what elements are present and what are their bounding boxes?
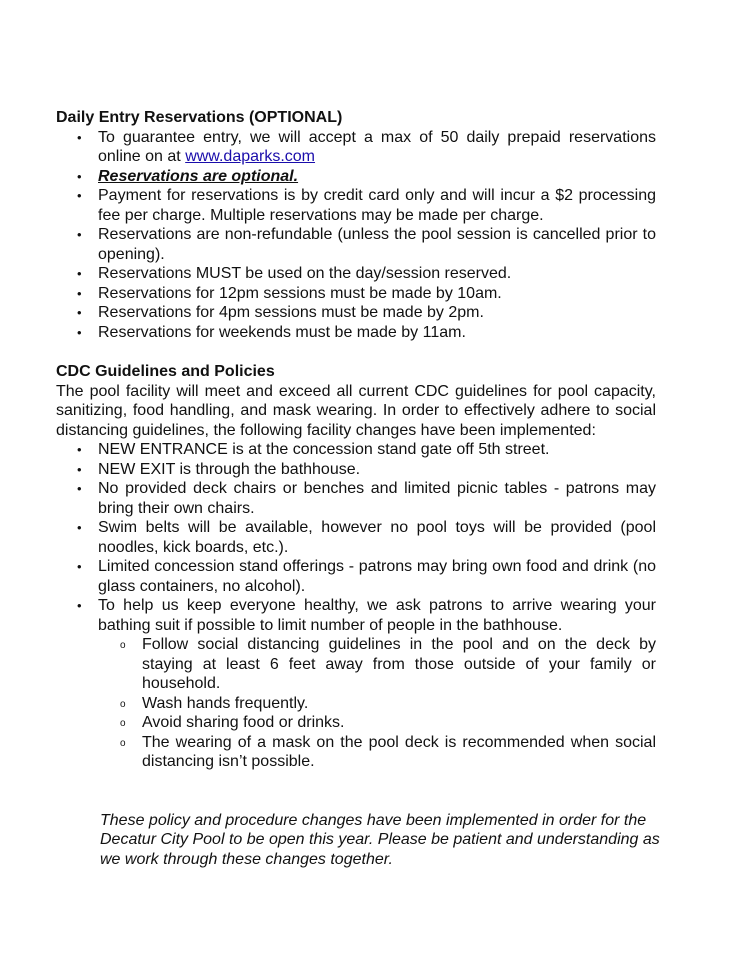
list-item: • Limited concession stand offerings - patrons may bring own food and drink (no glass containers, no alcohol). bbox=[98, 557, 656, 596]
list-item bbox=[98, 167, 656, 187]
list-item bbox=[98, 128, 656, 167]
cdc-list bbox=[56, 440, 656, 772]
list-item-text: To guarantee entry, we will accept a max of 50 daily prepaid reservations online on at bbox=[98, 128, 656, 165]
list-item: • No provided deck chairs or benches and limited picnic tables - patrons may bring their own chairs. bbox=[98, 479, 656, 518]
list-item: • NEW EXIT is through the bathhouse. bbox=[98, 460, 656, 480]
sub-list-item: o Wash hands frequently. bbox=[142, 694, 656, 714]
cdc-section bbox=[56, 362, 656, 772]
sub-list-item: o Avoid sharing food or drinks. bbox=[142, 713, 656, 733]
list-item: • Reservations MUST be used on the day/session reserved. bbox=[98, 264, 656, 284]
reservations-heading: Daily Entry Reservations (OPTIONAL) bbox=[56, 109, 343, 126]
document-page bbox=[56, 108, 660, 885]
cdc-sublist bbox=[98, 635, 656, 772]
optional-notice: Reservations are optional. bbox=[98, 167, 299, 185]
daparks-link[interactable]: www.daparks.com bbox=[185, 148, 316, 165]
list-item: • Reservations for 12pm sessions must be made by 10am. bbox=[98, 284, 656, 304]
list-item bbox=[98, 596, 656, 772]
list-item: • Reservations for 4pm sessions must be made by 2pm. bbox=[98, 303, 656, 323]
sub-list-item: o The wearing of a mask on the pool deck is recommended when social distancing isn’t possible. bbox=[142, 733, 656, 772]
closing-note: These policy and procedure changes have been implemented in order for the Decatur City Pool to be open this year. Please be patient and understanding as we work through these changes together. bbox=[100, 811, 660, 868]
list-item: • NEW ENTRANCE is at the concession stand gate off 5th street. bbox=[98, 440, 656, 460]
list-item: • Swim belts will be available, however no pool toys will be provided (pool noodles, kick boards, etc.). bbox=[98, 518, 656, 557]
list-item: • Reservations for weekends must be made by 11am. bbox=[98, 323, 656, 343]
list-item: • Payment for reservations is by credit card only and will incur a $2 processing fee per charge. Multiple reservations may be made per charge. bbox=[98, 186, 656, 225]
cdc-heading: CDC Guidelines and Policies bbox=[56, 363, 275, 380]
list-item: • Reservations are non-refundable (unless the pool session is cancelled prior to opening). bbox=[98, 225, 656, 264]
sub-list-item: o Follow social distancing guidelines in the pool and on the deck by staying at least 6 feet away from those outside of your family or household. bbox=[142, 635, 656, 694]
list-item-text: To help us keep everyone healthy, we ask patrons to arrive wearing your bathing suit if possible to limit number of people in the bathhouse. bbox=[98, 597, 656, 634]
reservations-list bbox=[56, 128, 656, 343]
cdc-intro: The pool facility will meet and exceed all current CDC guidelines for pool capacity, sanitizing, food handling, and mask wearing. In order to effectively adhere to social distancing guidelines, the following facility changes have been implemented: bbox=[56, 382, 656, 439]
